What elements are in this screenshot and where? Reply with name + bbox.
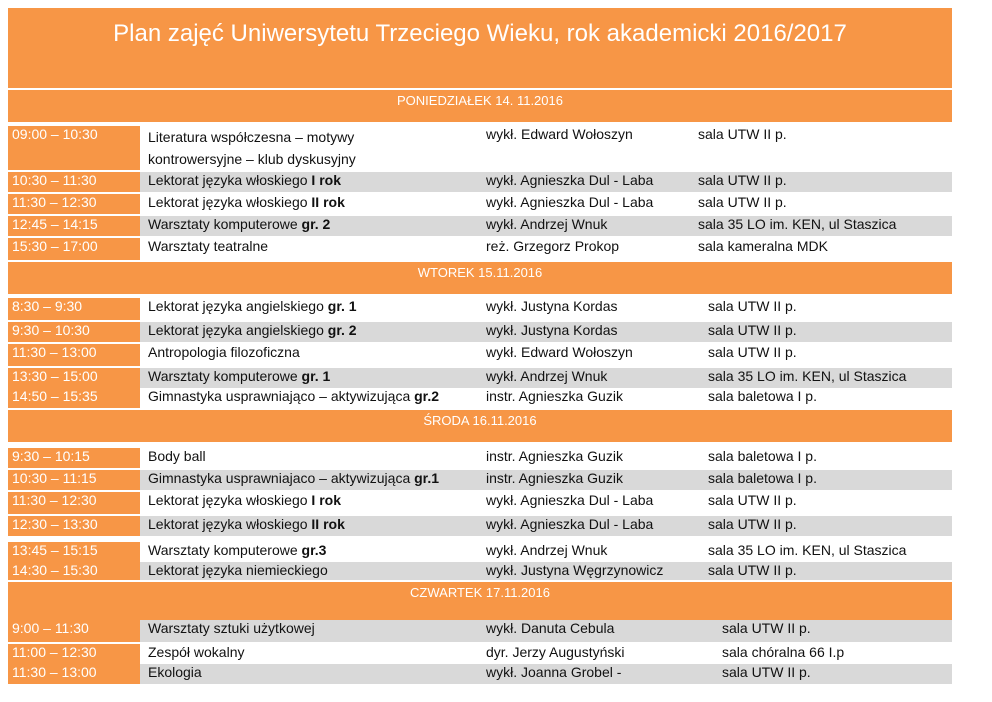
time-cell: 11:30 – 12:30 — [8, 194, 140, 214]
room-cell: sala baletowa I p. — [708, 470, 817, 486]
subject-cell: Warsztaty sztuki użytkowej — [148, 620, 315, 636]
lecturer-cell: wykł. Agnieszka Dul - Laba — [486, 492, 654, 508]
room-cell: sala UTW II p. — [708, 322, 797, 338]
table-row — [8, 126, 952, 170]
room-cell: sala baletowa I p. — [708, 448, 817, 464]
subject-cell — [148, 368, 330, 384]
table-row — [8, 644, 952, 664]
lecturer-cell: wykł. Edward Wołoszyn — [486, 126, 633, 142]
time-cell: 10:30 – 11:30 — [8, 172, 140, 192]
table-row — [8, 664, 952, 684]
time-cell: 9:30 – 10:15 — [8, 448, 140, 468]
subject-cell: Ekologia — [148, 664, 202, 680]
time-cell: 14:50 – 15:35 — [8, 388, 140, 408]
table-row — [8, 388, 952, 408]
time-cell: 9:30 – 10:30 — [8, 322, 140, 342]
time-cell: 11:00 – 12:30 — [8, 644, 140, 664]
time-cell: 09:00 – 10:30 — [8, 126, 140, 170]
subject-text: Lektorat języka włoskiego — [148, 516, 312, 532]
lecturer-cell: instr. Agnieszka Guzik — [486, 470, 623, 486]
day-header-label: PONIEDZIAŁEK 14. 11.2016 — [397, 93, 563, 108]
lecturer-cell: reż. Grzegorz Prokop — [486, 238, 620, 254]
table-row — [8, 620, 952, 642]
subject-cell: Zespół wokalny — [148, 644, 245, 660]
lecturer-cell: wykł. Andrzej Wnuk — [486, 542, 608, 558]
table-row — [8, 238, 952, 260]
time-cell: 11:30 – 13:00 — [8, 344, 140, 366]
time-cell: 9:00 – 11:30 — [8, 620, 140, 642]
group-label: gr.2 — [414, 388, 440, 404]
table-row — [8, 298, 952, 320]
room-cell: sala UTW II p. — [708, 516, 797, 532]
subject-text: Lektorat języka angielskiego — [148, 298, 328, 314]
group-label: II rok — [311, 194, 345, 210]
room-cell: sala UTW II p. — [722, 664, 811, 680]
table-row — [8, 448, 952, 468]
room-cell: sala UTW II p. — [708, 492, 797, 508]
table-row — [8, 172, 952, 192]
day-header-thursday — [8, 580, 952, 620]
lecturer-cell: wykł. Andrzej Wnuk — [486, 368, 608, 384]
table-row — [8, 492, 952, 514]
time-cell: 13:30 – 15:00 — [8, 368, 140, 388]
lecturer-cell: wykł. Edward Wołoszyn — [486, 344, 633, 360]
lecturer-cell: wykł. Agnieszka Dul - Laba — [486, 194, 654, 210]
page-title: Plan zajęć Uniwersytetu Trzeciego Wieku, rok akademicki 2016/2017 — [113, 20, 847, 47]
room-cell: sala kameralna MDK — [698, 238, 828, 254]
lecturer-cell: wykł. Agnieszka Dul - Laba — [486, 516, 654, 532]
lecturer-cell: wykł. Justyna Kordas — [486, 322, 618, 338]
table-row — [8, 542, 952, 562]
table-row — [8, 470, 952, 490]
room-cell: sala UTW II p. — [708, 562, 797, 578]
table-row — [8, 344, 952, 366]
group-label: gr.1 — [414, 470, 440, 486]
subject-cell — [148, 298, 357, 314]
room-cell: sala UTW II p. — [708, 344, 797, 360]
lecturer-cell: instr. Agnieszka Guzik — [486, 448, 623, 464]
subject-text: Gimnastyka usprawniajaco – aktywizująca — [148, 470, 415, 486]
subject-cell — [148, 516, 345, 532]
subject-cell — [148, 470, 439, 486]
time-cell: 10:30 – 11:15 — [8, 470, 140, 490]
group-label: gr. 2 — [327, 322, 357, 338]
subject-text: Lektorat języka włoskiego — [148, 172, 312, 188]
time-cell: 11:30 – 13:00 — [8, 664, 140, 684]
subject-text: Warsztaty komputerowe — [148, 216, 302, 232]
time-cell: 11:30 – 12:30 — [8, 492, 140, 514]
table-row — [8, 216, 952, 236]
time-cell: 14:30 – 15:30 — [8, 562, 140, 580]
lecturer-cell: wykł. Justyna Węgrzynowicz — [486, 562, 664, 578]
group-label: gr. 1 — [327, 298, 357, 314]
subject-cell — [148, 542, 326, 558]
group-label: I rok — [311, 172, 341, 188]
day-header-tuesday — [8, 260, 952, 294]
lecturer-cell: wykł. Danuta Cebula — [486, 620, 615, 636]
table-row — [8, 322, 952, 342]
day-header-label: CZWARTEK 17.11.2016 — [410, 585, 550, 600]
time-cell: 15:30 – 17:00 — [8, 238, 140, 260]
subject-text: Lektorat języka angielskiego — [148, 322, 328, 338]
subject-cell — [148, 492, 341, 508]
room-cell: sala UTW II p. — [708, 298, 797, 314]
group-label: gr. 1 — [301, 368, 331, 384]
time-cell: 8:30 – 9:30 — [8, 298, 140, 320]
lecturer-cell: wykł. Agnieszka Dul - Laba — [486, 172, 654, 188]
group-label: I rok — [311, 492, 341, 508]
day-header-label: WTOREK 15.11.2016 — [417, 265, 543, 280]
schedule-title-bar — [8, 8, 952, 88]
subject-text: Lektorat języka włoskiego — [148, 492, 312, 508]
day-header-monday — [8, 88, 952, 122]
subject-cell: Body ball — [148, 448, 206, 464]
table-row — [8, 368, 952, 388]
time-cell: 12:45 – 14:15 — [8, 216, 140, 236]
lecturer-cell: dyr. Jerzy Augustyński — [486, 644, 625, 660]
room-cell: sala chóralna 66 I.p — [722, 644, 845, 660]
lecturer-cell: instr. Agnieszka Guzik — [486, 388, 623, 404]
subject-text: Gimnastyka usprawniająco – aktywizująca — [148, 388, 415, 404]
subject-text: Lektorat języka włoskiego — [148, 194, 312, 210]
subject-cell: Lektorat języka niemieckiego — [148, 562, 328, 578]
day-header-label: ŚRODA 16.11.2016 — [423, 413, 537, 428]
lecturer-cell: wykł. Andrzej Wnuk — [486, 216, 608, 232]
table-row — [8, 562, 952, 580]
table-row — [8, 194, 952, 214]
subject-line: Literatura współczesna – motywy — [148, 129, 355, 145]
room-cell: sala UTW II p. — [698, 126, 787, 142]
subject-cell: Warsztaty teatralne — [148, 238, 269, 254]
time-cell: 13:45 – 15:15 — [8, 542, 140, 562]
room-cell: sala UTW II p. — [722, 620, 811, 636]
subject-cell — [148, 194, 345, 210]
group-label: gr. 2 — [301, 216, 331, 232]
room-cell: sala 35 LO im. KEN, ul Staszica — [698, 216, 897, 232]
table-row — [8, 516, 952, 536]
room-cell: sala 35 LO im. KEN, ul Staszica — [708, 542, 907, 558]
room-cell: sala baletowa I p. — [708, 388, 817, 404]
subject-cell: Antropologia filozoficzna — [148, 344, 300, 360]
day-header-wednesday — [8, 408, 952, 442]
subject-text: Warsztaty komputerowe — [148, 542, 302, 558]
group-label: gr.3 — [301, 542, 327, 558]
subject-cell — [148, 216, 330, 232]
room-cell: sala UTW II p. — [698, 172, 787, 188]
subject-text: Warsztaty komputerowe — [148, 368, 302, 384]
time-cell: 12:30 – 13:30 — [8, 516, 140, 536]
subject-line: kontrowersyjne – klub dyskusyjny — [148, 151, 356, 167]
lecturer-cell: wykł. Joanna Grobel - — [486, 664, 622, 680]
subject-cell — [148, 388, 439, 404]
room-cell: sala 35 LO im. KEN, ul Staszica — [708, 368, 907, 384]
subject-cell — [148, 322, 357, 338]
room-cell: sala UTW II p. — [698, 194, 787, 210]
group-label: II rok — [311, 516, 345, 532]
subject-cell — [148, 172, 341, 188]
lecturer-cell: wykł. Justyna Kordas — [486, 298, 618, 314]
subject-cell — [148, 126, 356, 170]
